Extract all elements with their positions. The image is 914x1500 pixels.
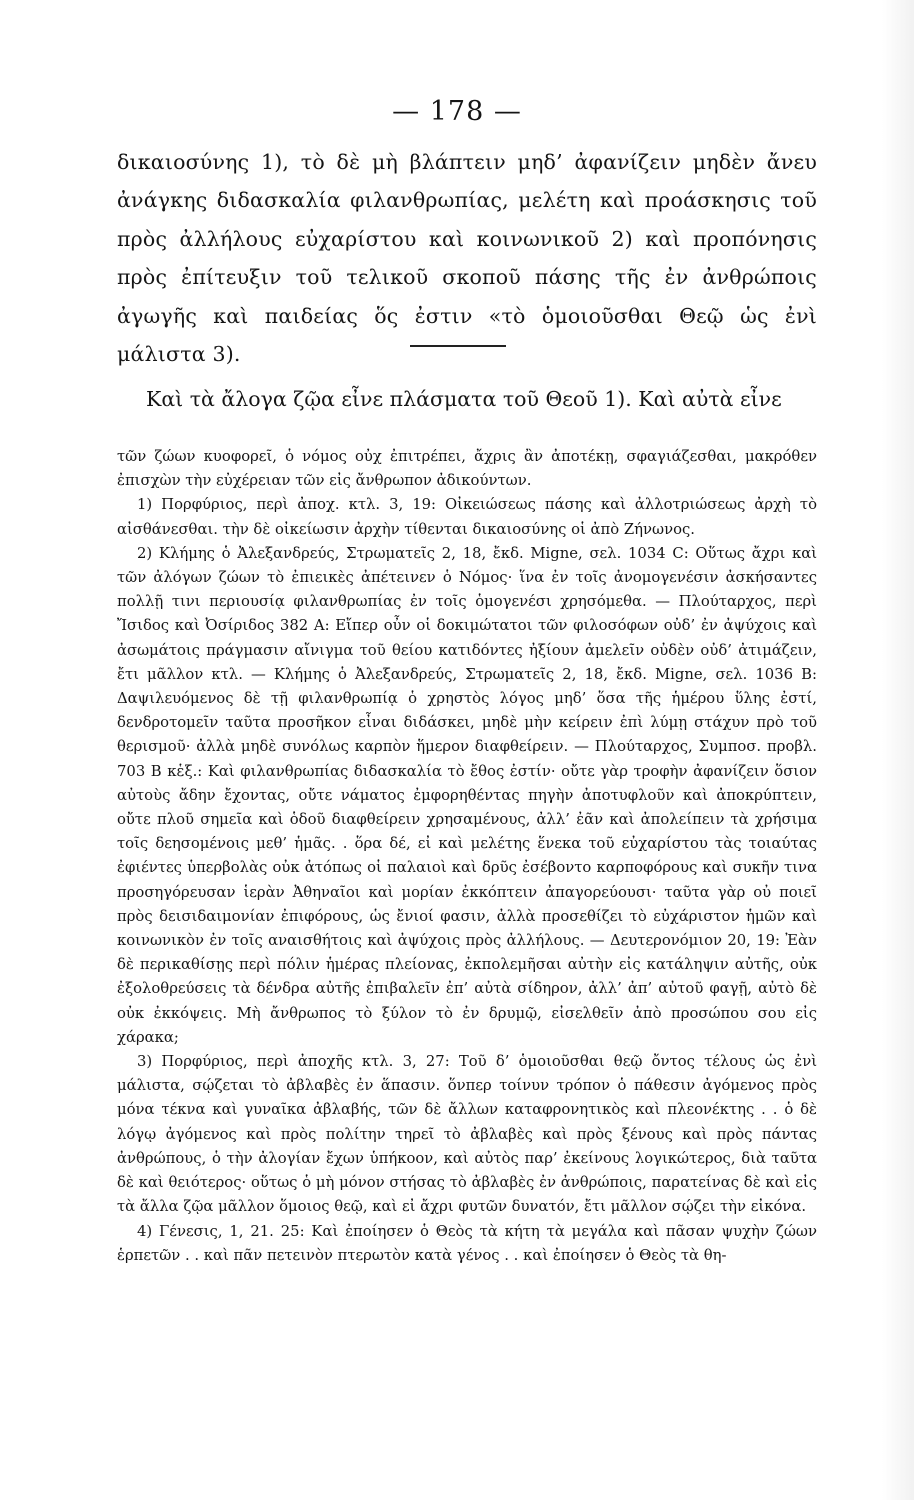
page-number: — 178 — xyxy=(392,96,522,127)
footnote-1: 1) Πορφύριος, περὶ ἀποχ. κτλ. 3, 19: Οἰκειώσεως πάσης καὶ ἀλλοτριώσεως ἀρχὴ τὸ αἰσθάνεσθαι. τὴν δὲ οἰκείωσιν ἀρχὴν τίθενται δικαιοσύνης οἱ ἀπὸ Ζήνωνος. xyxy=(117,496,817,538)
page-edge-shadow xyxy=(882,0,914,1500)
footnotes xyxy=(117,445,817,1268)
footnote-4: 4) Γένεσις, 1, 21. 25: Καὶ ἐποίησεν ὁ Θεὸς τὰ κήτη τὰ μεγάλα καὶ πᾶσαν ψυχὴν ζώων ἑρπετῶν . . καὶ πᾶν πετεινὸν πτερωτὸν κατὰ γένος . . καὶ ἐποίησεν ὁ Θεὸς τὰ θη- xyxy=(117,1222,817,1264)
main-text-block xyxy=(117,143,817,373)
footnote-continuation: τῶν ζώων κυοφορεῖ, ὁ νόμος οὐχ ἐπιτρέπει, ἄχρις ἂν ἀποτέκῃ, σφαγιάζεσθαι, μακρόθεν ἐπισχὼν τὴν εὐχέρειαν τῶν εἰς ἄνθρωπον ἀδικούντων. xyxy=(117,448,817,490)
main-paragraph: δικαιοσύνης 1), τὸ δὲ μὴ βλάπτειν μηδ’ ἀφανίζειν μηδὲν ἄνευ ἀνάγκης διδασκαλία φιλανθρωπίας, μελέτη καὶ προάσκησις τοῦ πρὸς ἀλλήλους εὐχαρίστου καὶ κοινωνικοῦ 2) καὶ προπόνησις πρὸς ἐπίτευξιν τοῦ τελικοῦ σκοποῦ πάσης τῆς ἐν ἀνθρώποις ἀγωγῆς καὶ παιδείας ὅς ἐστιν «τὸ ὁμοιοῦσθαι Θεῷ ὡς ἐνὶ μάλιστα 3). xyxy=(117,150,817,367)
section-divider xyxy=(410,345,506,347)
footnote-3: 3) Πορφύριος, περὶ ἀποχῆς κτλ. 3, 27: Τοῦ δ’ ὁμοιοῦσθαι θεῷ ὄντος τέλους ὡς ἐνὶ μάλιστα, σῴζεται τὸ ἀβλαβὲς ἐν ἅπασιν. ὅνπερ τοίνυν τρόπον ὁ πάθεσιν ἀγόμενος πρὸς μόνα τέκνα καὶ γυναῖκα ἀβλαβής, τῶν δὲ ἄλλων καταφρονητικὸς καὶ πλεονέκτης . . ὁ δὲ λόγῳ ἀγόμενος καὶ πρὸς πολίτην τηρεῖ τὸ ἀβλαβὲς καὶ πρὸς ξένους καὶ πρὸς πάντας ἀνθρώπους, ὁ τὴν ἀλογίαν ἔχων ὑπήκοον, καὶ αὐτὸς παρ’ ἐκείνους λογικώτερος, διὰ ταῦτα δὲ καὶ θειότερος· οὕτως ὁ μὴ μόνον στήσας τὸ ἀβλαβὲς ἐν ἀνθρώποις, παρατείνας δὲ καὶ εἰς τὰ ἄλλα ζῷα μᾶλλον ὅμοιος θεῷ, καὶ εἰ ἄχρι φυτῶν δυνατόν, ἔτι μᾶλλον σῴζει τὴν εἰκόνα. xyxy=(117,1053,817,1216)
section-heading: Καὶ τὰ ἄλογα ζῷα εἶνε πλάσματα τοῦ Θεοῦ 1). Καὶ αὐτὰ εἶνε xyxy=(146,387,782,411)
footnote-2: 2) Κλήμης ὁ Ἀλεξανδρεύς, Στρωματεῖς 2, 18, ἔκδ. Migne, σελ. 1034 C: Οὕτως ἄχρι καὶ τῶν ἀλόγων ζώων τὸ ἐπιεικὲς ἀπέτεινεν ὁ Νόμος· ἵνα ἐν τοῖς ἀνομογενέσιν ἀσκήσαντες πολλῇ τινι περιουσίᾳ φιλανθρωπίας ἐν τοῖς ὁμογενέσι χρησόμεθα. — Πλούταρχος, περὶ Ἴσιδος καὶ Ὀσίριδος 382 A: Εἴπερ οὖν οἱ δοκιμώτατοι τῶν φιλοσόφων οὐδ’ ἐν ἀψύχοις καὶ ἀσωμάτοις πράγμασιν αἴνιγμα τοῦ θείου κατιδόντες ἠξίουν ἀμελεῖν οὐδὲν οὐδ’ ἀτιμάζειν, ἔτι μᾶλλον κτλ. — Κλήμης ὁ Ἀλεξανδρεύς, Στρωματεῖς 2, 18, ἔκδ. Migne, σελ. 1036 B: Δαψιλευόμενος δὲ τῇ φιλανθρωπίᾳ ὁ χρηστὸς λόγος μηδ’ ὅσα τῆς ἡμέρου ὕλης ἐστί, δενδροτομεῖν ταῦτα προσῆκον εἶναι διδάσκει, μηδὲ μὴν κείρειν ἐπὶ λύμῃ στάχυν πρὸ τοῦ θερισμοῦ· ἀλλὰ μηδὲ συνόλως καρπὸν ἥμερον διαφθείρειν. — Πλούταρχος, Συμποσ. προβλ. 703 B κἑξ.: Καὶ φιλανθρωπίας διδασκαλία τὸ ἔθος ἐστίν· οὔτε γὰρ τροφὴν ἀφανίζειν ὅσιον αὐτοὺς ἄδην ἔχοντας, οὔτε νάματος ἐμφορηθέντας πηγὴν ἀποτυφλοῦν καὶ ἀποκρύπτειν, οὔτε πλοῦ σημεῖα καὶ ὁδοῦ διαφθείρειν χρησαμένους, ἀλλ’ ἐᾶν καὶ ἀπολείπειν τὰ χρήσιμα τοῖς δεησομένοις μεθ’ ἡμᾶς. . ὅρα δέ, εἰ καὶ μελέτης ἕνεκα τοῦ εὐχαρίστου τὰς τοιαύτας ἐφιέντες ὑπερβολὰς οὐκ ἀτόπως οἱ παλαιοὶ καὶ δρῦς ἐσέβοντο καρποφόρους καὶ συκῆν τινα προσηγόρευσαν ἱερὰν Ἀθηναῖοι καὶ μορίαν ἐκκόπτειν ἀπαγορεύουσι· ταῦτα γὰρ οὐ ποιεῖ πρὸς δεισιδαιμονίαν ἐπιφόρους, ὡς ἔνιοί φασιν, ἀλλὰ προσεθίζει τὸ εὐχάριστον ἡμῶν καὶ κοινωνικὸν ἐν τοῖς αναισθήτοις καὶ ἀψύχοις πρὸς ἀλλήλους. — Δευτερονόμιον 20, 19: Ἐὰν δὲ περικαθίσῃς περὶ πόλιν ἡμέρας πλείονας, ἐκπολεμῆσαι αὐτὴν εἰς κατάληψιν αὐτῆς, οὐκ ἐξολοθρεύσεις τὰ δένδρα αὐτῆς ἐπιβαλεῖν ἐπ’ αὐτὰ σίδηρον, ἀλλ’ ἀπ’ αὐτοῦ φαγῇ, αὐτὸ δὲ οὐκ ἐκκόψεις. Μὴ ἄνθρωπος τὸ ξύλον τὸ ἐν δρυμῷ, εἰσελθεῖν ἀπὸ προσώπου σου εἰς χάρακα; xyxy=(117,544,817,1046)
